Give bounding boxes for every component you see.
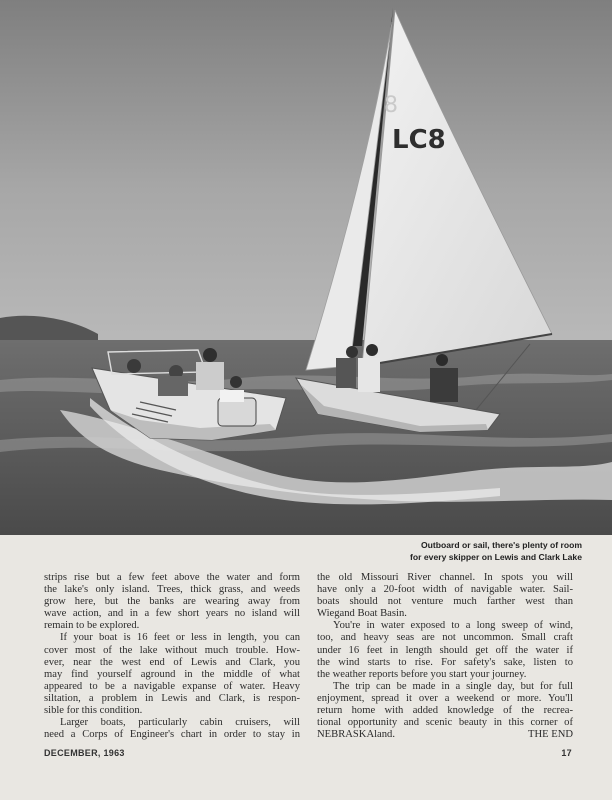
article-column-right xyxy=(317,572,573,741)
photo-caption xyxy=(282,539,582,563)
text-line: ever, near the west end of Lewis and Clark, you xyxy=(44,656,300,668)
text-line: Wiegand Boat Basin. xyxy=(317,608,407,620)
text-line: sible for this condition. xyxy=(44,705,143,717)
text-line: wave action, and in a few short years no island will xyxy=(44,608,300,620)
text-line: the wind starts to rise. For safety's sake, listen to xyxy=(317,656,573,668)
text-line: under 16 feet in length should get off the water if xyxy=(317,644,573,656)
caption-line: Outboard or sail, there's plenty of room xyxy=(420,540,582,550)
article-column-left xyxy=(44,572,300,741)
text-line: have only a 20-foot width of navigable water. Sail- xyxy=(317,584,573,596)
text-line: cover most of the lake without much trouble. How- xyxy=(44,644,300,656)
text-line: The trip can be made in a single day, but for full xyxy=(333,680,573,692)
text-line: too, and heavy seas are not uncommon. Small craft xyxy=(317,632,573,644)
text-line: the lake's only island. Trees, thick grass, and weeds xyxy=(44,584,300,596)
text-line: remain to be explored. xyxy=(44,620,140,632)
text-line: If your boat is 16 feet or less in length, you can xyxy=(60,632,300,644)
text-line: return home with added knowledge of the recrea- xyxy=(317,705,573,717)
text-line: boats should not venture much farther west than xyxy=(317,596,573,608)
sail-number: LC8 xyxy=(392,125,446,155)
text-line: the weather reports before you start your journey. xyxy=(317,668,527,680)
text-line: tional opportunity and scenic beauty in this corner of xyxy=(317,717,573,729)
sail-number-faint: 8 xyxy=(384,93,398,118)
outboard-motor xyxy=(218,398,256,426)
closing-line xyxy=(317,729,573,741)
end-mark: THE END xyxy=(527,729,573,741)
page-number: 17 xyxy=(561,748,572,758)
text-line: Larger boats, particularly cabin cruisers, will xyxy=(60,717,300,729)
text-line: siltation, a problem in Lewis and Clark, is respon- xyxy=(44,692,300,704)
issue-date: DECEMBER, 1963 xyxy=(44,748,125,758)
text-line: grow here, but the banks are wearing away from xyxy=(44,596,300,608)
text-line: enjoyment, spread it over a weekend or more. You'll xyxy=(317,692,573,704)
text-line: need a Corps of Engineer's chart in order to stay in xyxy=(44,729,300,741)
text-line: may find yourself aground in the middle of what xyxy=(44,668,300,680)
text-line: appeared to be a navigable expanse of water. Heavy xyxy=(44,680,300,692)
closing-text: NEBRASKAland. xyxy=(317,729,395,741)
caption-line: for every skipper on Lewis and Clark Lake xyxy=(410,552,582,562)
text-line: strips rise but a few feet above the water and form xyxy=(44,572,300,583)
text-line: the old Missouri River channel. In spots you will xyxy=(317,572,573,583)
text-line: You're in water exposed to a long sweep of wind, xyxy=(333,620,573,632)
